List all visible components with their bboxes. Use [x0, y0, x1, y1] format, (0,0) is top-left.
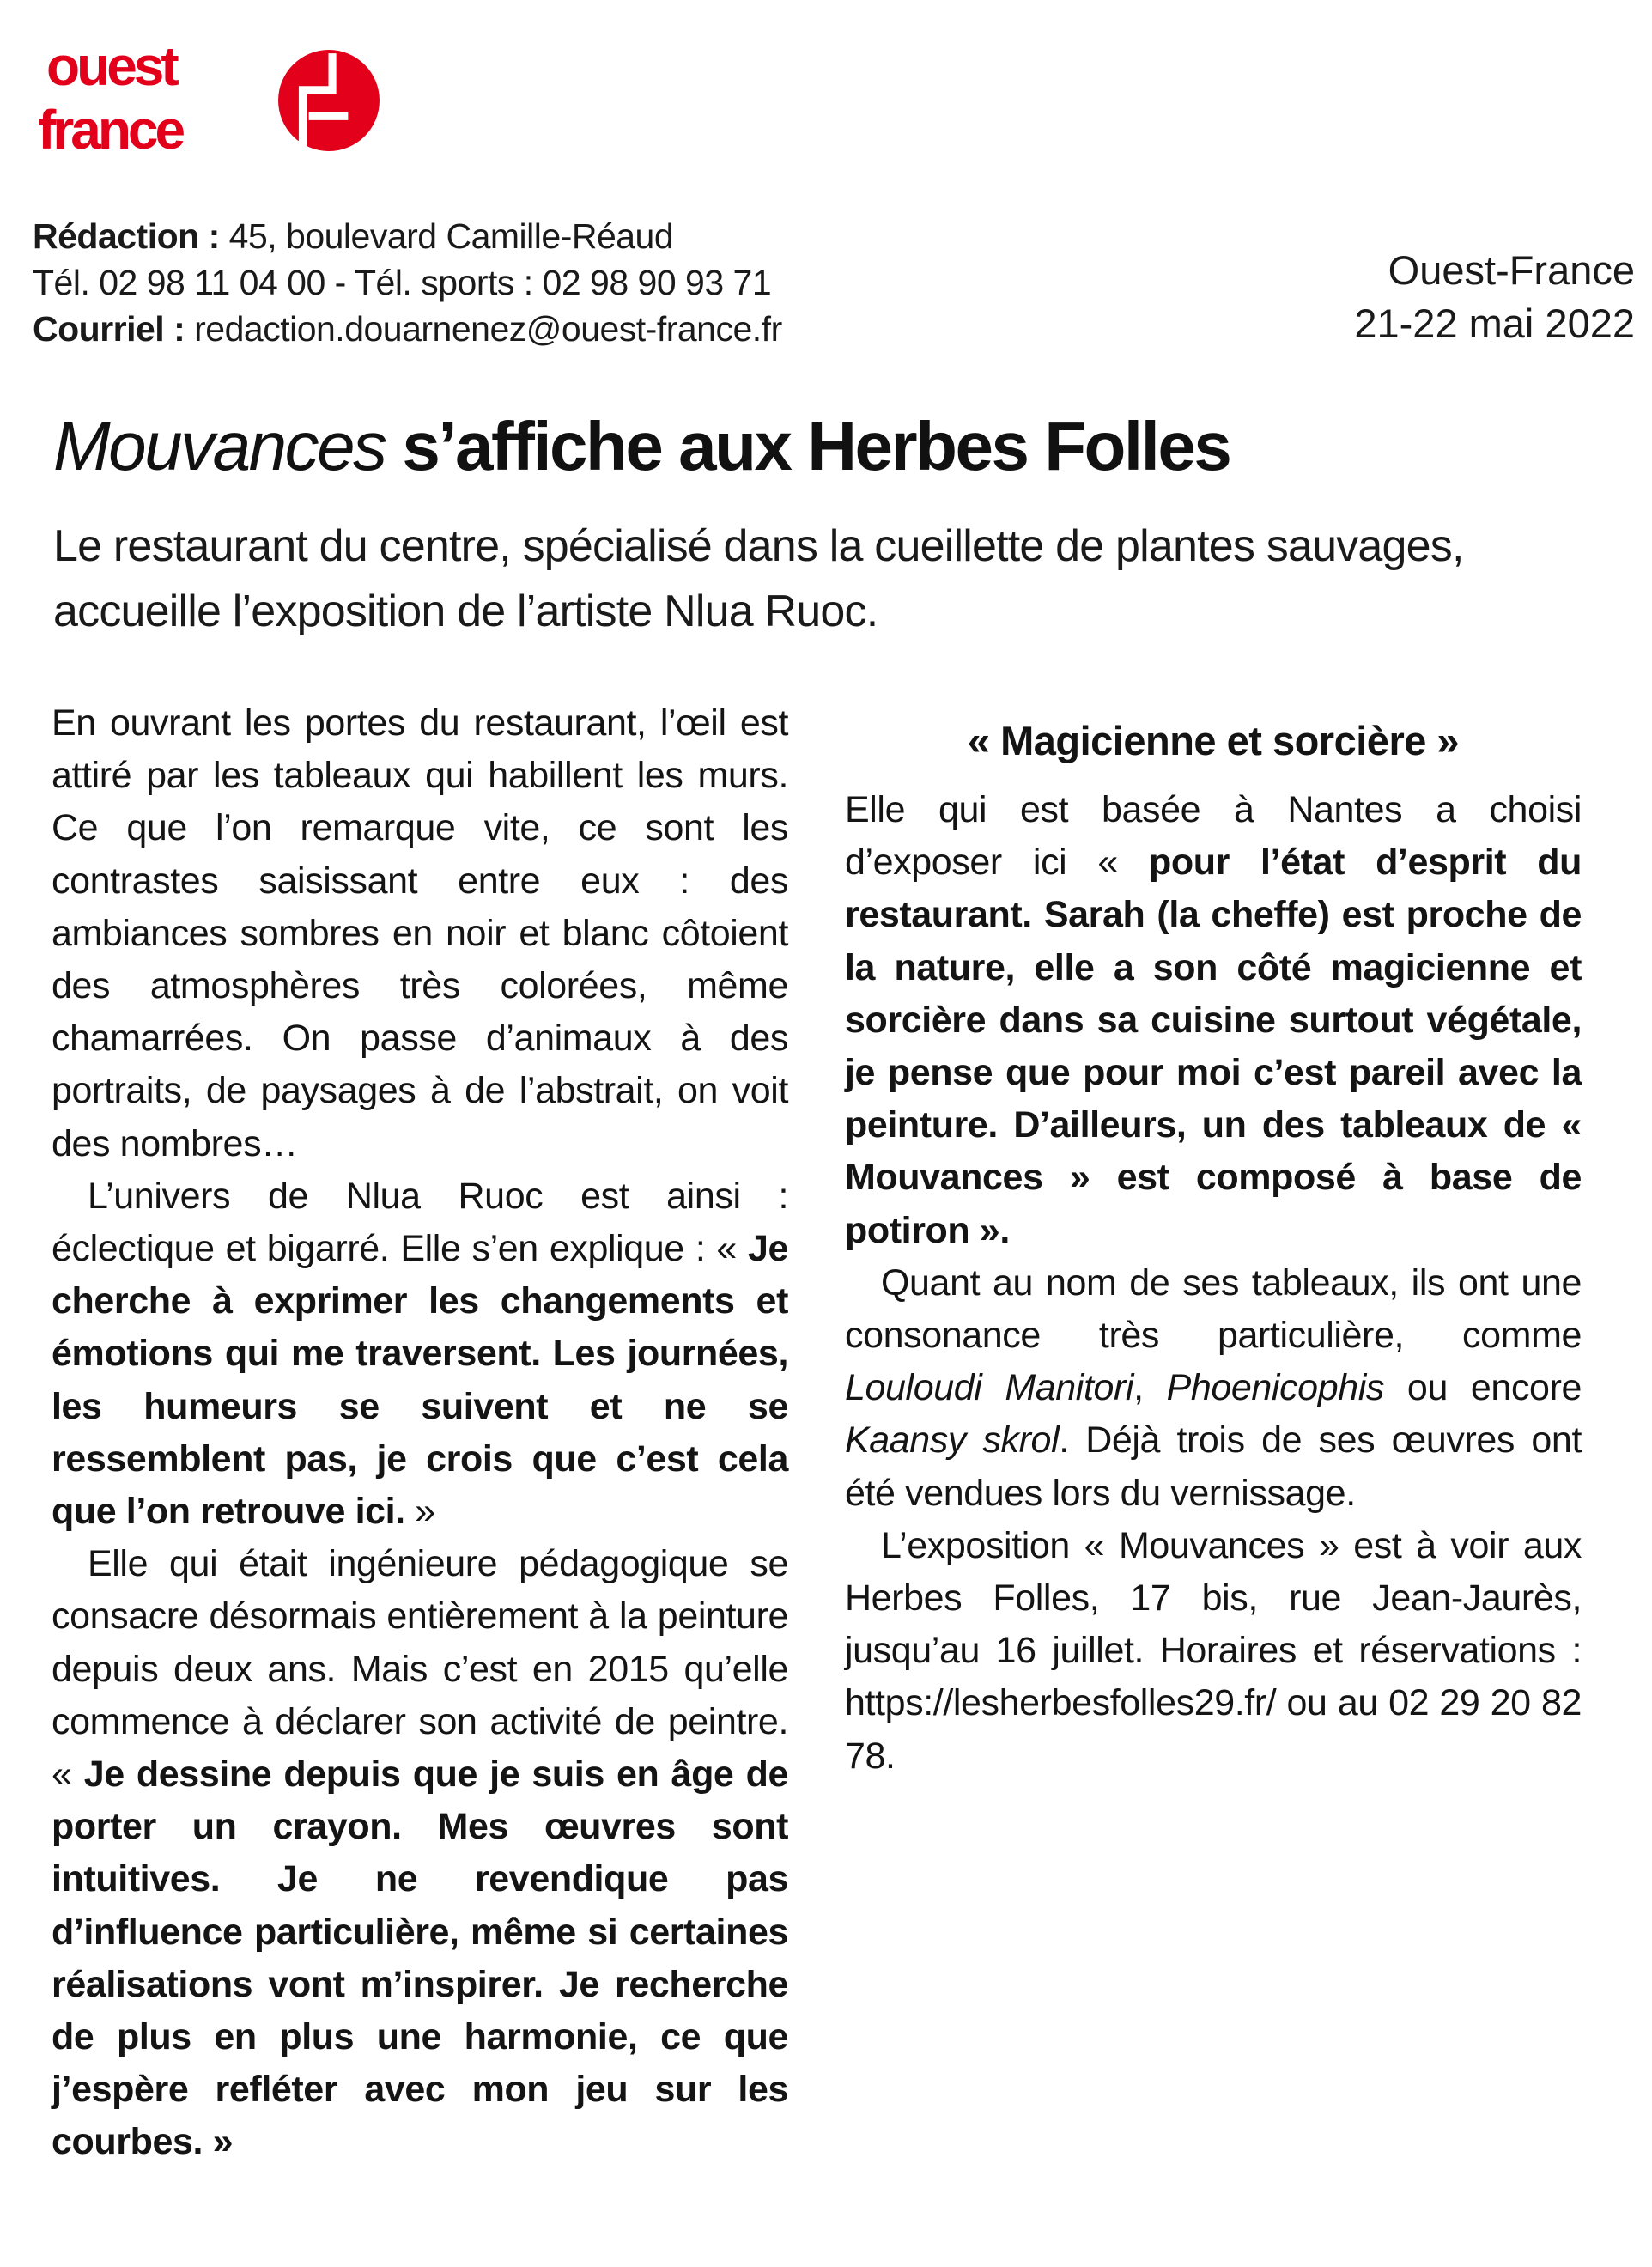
paragraph-2-intro: L’univers de Nlua Ruoc est ainsi : éclectique et bigarré. Elle s’en explique : « — [52, 1175, 788, 1270]
artwork-title-2: Phoenicophis — [1166, 1367, 1384, 1409]
article-headline — [53, 405, 1230, 488]
paragraph-1: En ouvrant les portes du restaurant, l’œil est attiré par les tableaux qui habillent les murs. Ce que l’on remarque vite, ce sont les contrastes saisissant entre eux : des ambiances sombres en noir et blanc côtoient des atmosphères très colorées, même chamarrées. On passe d’animaux à des portraits, de paysages à de l’abstrait, on voit des nombres… — [52, 702, 788, 1164]
redaction-label: Rédaction : — [33, 216, 220, 256]
paragraph-4-intro: Elle qui est basée à Nantes a choisi d’exposer ici « — [845, 789, 1582, 884]
article-deck: Le restaurant du centre, spécialisé dans la cueillette de plantes sauvages, accueille l’exposition de l’artiste Nlua Ruoc. — [53, 521, 1464, 636]
paragraph-6: L’exposition « Mouvances » est à voir aux Herbes Folles, 17 bis, rue Jean-Jaurès, jusqu’au 16 juillet. Horaires et réservations : https://lesherbesfolles29.fr/ ou au 02 29 20 82 78. — [845, 1524, 1582, 1777]
paragraph-4-quote: pour l’état d’esprit du restaurant. Sarah (la cheffe) est proche de la nature, elle a son côté magicienne et sorcière dans sa cuisine surtout végétale, je pense que pour moi c’est pareil avec la peinture. D’ailleurs, un des tableaux de « Mouvances » est composé à base de potiron — [845, 842, 1582, 1251]
paragraph-3-close: » — [203, 2121, 234, 2163]
paragraph-2 — [52, 1170, 788, 1538]
paragraph-2-close: » — [404, 1491, 435, 1533]
redaction-line — [33, 213, 782, 259]
article-subheading: « Magicienne et sorcière » — [967, 718, 1460, 763]
article-column-2 — [845, 697, 1582, 1783]
ouest-france-logo — [38, 34, 398, 172]
logo-wordmark — [38, 34, 182, 161]
telephone-line: Tél. 02 98 11 04 00 - Tél. sports : 02 98 90 93 71 — [33, 263, 772, 302]
dateline — [1354, 244, 1635, 350]
logo-line-france: france — [38, 99, 183, 161]
paragraph-5 — [845, 1257, 1582, 1520]
headline-rest: s’affiche aux Herbes Folles — [385, 408, 1230, 484]
paragraph-3-quote: Je dessine depuis que je suis en âge de porter un crayon. Mes œuvres sont intuitives. Je ne revendique pas d’influence particulière, même si certaines réalisations vont m’inspirer. Je recherche de plus en plus une harmonie, ce que j’espère refléter avec mon jeu sur les courbes. — [52, 1753, 788, 2163]
paragraph-2-quote: Je cherche à exprimer les changements et émotions qui me traversent. Les journées, les humeurs se suivent et ne se ressemblent pas, je crois que c’est cela que l’on retrouve ici. — [52, 1228, 788, 1533]
artwork-title-1: Louloudi Manitori — [845, 1367, 1134, 1409]
paragraph-4 — [845, 784, 1582, 1257]
newsroom-contact — [33, 213, 782, 352]
courriel-address: redaction.douarnenez@ouest-france.fr — [185, 309, 782, 349]
paragraph-5-b: , — [1133, 1367, 1167, 1409]
paragraph-5-d: . Déjà trois de ses œuvres ont été vendues lors du vernissage. — [845, 1419, 1582, 1514]
paragraph-4-close: ». — [969, 1209, 1010, 1251]
publication-name: Ouest-France — [1388, 247, 1635, 293]
article-column-1 — [52, 697, 788, 2169]
paragraph-5-c: ou encore — [1383, 1367, 1582, 1409]
logo-line-ouest: ouest — [46, 35, 176, 97]
publication-date: 21-22 mai 2022 — [1354, 301, 1635, 346]
artwork-title-3: Kaansy skrol — [845, 1419, 1060, 1462]
paragraph-5-a: Quant au nom de ses tableaux, ils ont une consonance très particulière, comme — [845, 1261, 1582, 1357]
paragraph-3-intro: Elle qui était ingénieure pédagogique se consacre désormais entièrement à la peinture depuis deux ans. Mais c’est en 2015 qu’elle commence à déclarer son activité de peintre. « — [52, 1543, 788, 1796]
redaction-address: 45, boulevard Camille-Réaud — [219, 216, 674, 256]
paragraph-3 — [52, 1538, 788, 2168]
ouest-france-emblem-icon — [276, 48, 381, 153]
courriel-label: Courriel : — [33, 309, 185, 349]
headline-italic: Mouvances — [53, 408, 386, 484]
courriel-line — [33, 306, 782, 352]
